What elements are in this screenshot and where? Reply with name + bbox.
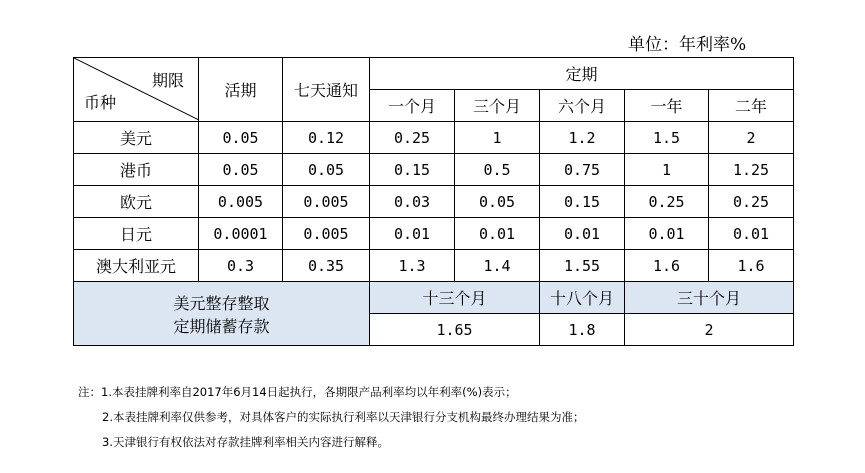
rate-6m: 1.2: [540, 122, 625, 154]
header-corner-cell: [74, 58, 199, 122]
header-demand: 活期: [199, 58, 283, 122]
special-label-line1: 美元整存整取: [173, 293, 270, 313]
rate-2y: 0.25: [709, 186, 794, 218]
table-row: [74, 122, 794, 154]
rate-3m: 0.5: [455, 154, 540, 186]
rate-6m: 0.75: [540, 154, 625, 186]
rate-2y: 1.25: [709, 154, 794, 186]
rate-6m: 0.01: [540, 218, 625, 250]
rate-1y: 1.6: [625, 250, 709, 282]
rate-3m: 0.01: [455, 218, 540, 250]
currency-cell: 港币: [74, 154, 199, 186]
table-row: [74, 250, 794, 282]
header-seven-day: 七天通知: [283, 58, 370, 122]
special-rate-13m: 1.65: [370, 314, 540, 346]
table-row: [74, 154, 794, 186]
rate-2y: 0.01: [709, 218, 794, 250]
currency-cell: 美元: [74, 122, 199, 154]
note-2: 2.本表挂牌利率仅供参考，对具体客户的实际执行利率以天津银行分支机构最终办理结果为准；: [102, 410, 585, 424]
rate-1m: 1.3: [370, 250, 455, 282]
rate-3m: 1: [455, 122, 540, 154]
rate-1m: 0.03: [370, 186, 455, 218]
header-term-1m: 一个月: [370, 90, 455, 122]
rate-seven-day: 0.005: [283, 186, 370, 218]
rate-2y: 1.6: [709, 250, 794, 282]
special-rate-18m: 1.8: [540, 314, 625, 346]
header-term-3m: 三个月: [455, 90, 540, 122]
rate-demand: 0.3: [199, 250, 283, 282]
note-3: 3.天津银行有权依法对存款挂牌利率相关内容进行解释。: [102, 435, 389, 449]
currency-cell: 澳大利亚元: [74, 250, 199, 282]
corner-term-label: 期限: [151, 71, 184, 90]
rate-1m: 0.01: [370, 218, 455, 250]
rate-3m: 0.05: [455, 186, 540, 218]
rate-seven-day: 0.05: [283, 154, 370, 186]
currency-cell: 欧元: [74, 186, 199, 218]
header-term-6m: 六个月: [540, 90, 625, 122]
rate-3m: 1.4: [455, 250, 540, 282]
special-term-30m: 三十个月: [625, 282, 794, 314]
rate-1y: 1.5: [625, 122, 709, 154]
rate-1m: 0.25: [370, 122, 455, 154]
rate-1y: 0.01: [625, 218, 709, 250]
rate-demand: 0.05: [199, 122, 283, 154]
special-term-13m: 十三个月: [370, 282, 540, 314]
special-rate-30m: 2: [625, 314, 794, 346]
table-row: [74, 218, 794, 250]
currency-cell: 日元: [74, 218, 199, 250]
notes: [78, 380, 584, 455]
note-1: 注：1.本表挂牌利率自2017年6月14日起执行，各期限产品利率均以年利率(%)表示；: [78, 385, 517, 399]
rate-6m: 0.15: [540, 186, 625, 218]
rate-demand: 0.05: [199, 154, 283, 186]
special-deposit-label: [74, 282, 370, 346]
rate-6m: 1.55: [540, 250, 625, 282]
rate-seven-day: 0.35: [283, 250, 370, 282]
interest-rate-table: [73, 57, 794, 346]
rate-seven-day: 0.12: [283, 122, 370, 154]
unit-label: 单位：年利率%: [628, 35, 747, 55]
special-term-18m: 十八个月: [540, 282, 625, 314]
rate-2y: 2: [709, 122, 794, 154]
header-term-2y: 二年: [709, 90, 794, 122]
rate-1y: 0.25: [625, 186, 709, 218]
header-term-1y: 一年: [625, 90, 709, 122]
special-label-line2: 定期储蓄存款: [173, 316, 270, 336]
table-row: [74, 186, 794, 218]
corner-currency-label: 币种: [84, 93, 117, 112]
rate-1m: 0.15: [370, 154, 455, 186]
header-fixed: 定期: [370, 58, 794, 90]
rate-demand: 0.005: [199, 186, 283, 218]
rate-1y: 1: [625, 154, 709, 186]
rate-seven-day: 0.005: [283, 218, 370, 250]
rate-demand: 0.0001: [199, 218, 283, 250]
